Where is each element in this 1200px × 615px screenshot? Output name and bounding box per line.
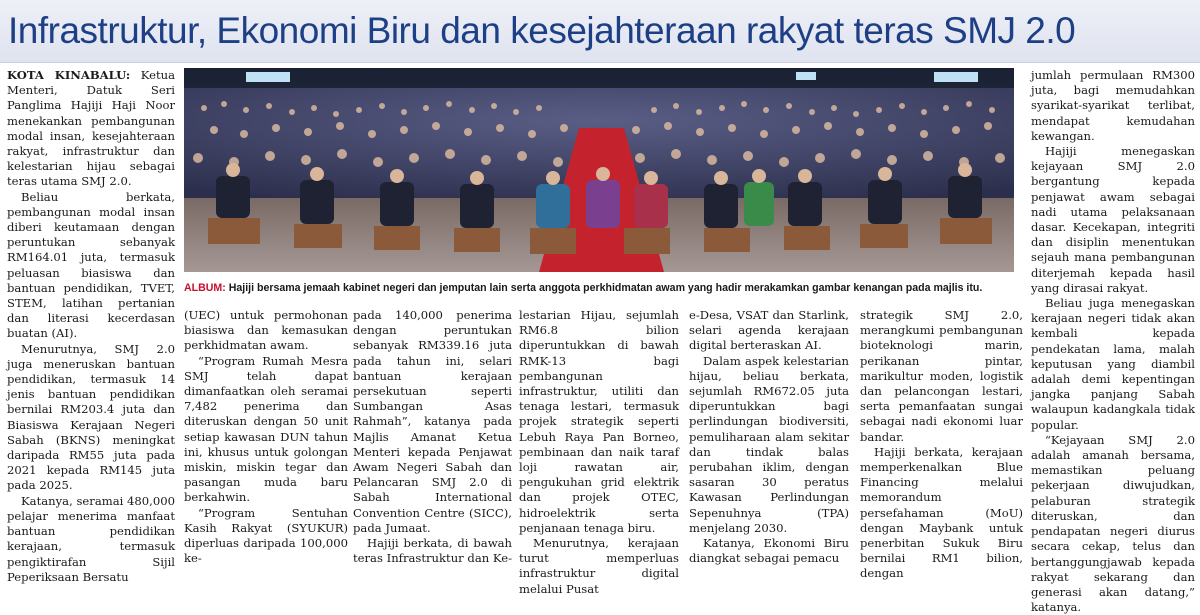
paragraph: e-Desa, VSAT dan Starlink, selari agenda kerajaan digital berteraskan AI.: [689, 308, 849, 353]
paragraph: jumlah permulaan RM300 juta, bagi memudahkan syarikat-syarikat terlibat, mendapat kemudahan kewangan.: [1031, 68, 1195, 143]
paragraph: Menurutnya, SMJ 2.0 juga meneruskan bantuan pendidikan, termasuk 14 jenis bantuan pendidikan bernilai RM203.4 juta dan Biasiswa Kerajaan Negeri Sabah (BKNS) meningkat daripada RM55 juta pada 2021 kepada RM145 juta pada 2025.: [7, 341, 175, 493]
dateline: KOTA KINABALU:: [7, 68, 131, 82]
caption-tag: ALBUM:: [184, 282, 226, 294]
article-column-2: [184, 308, 348, 566]
paragraph: Hajiji menegaskan kejayaan SMJ 2.0 bergantung kepada penjawat awam sebagai nadi utama pelaksanaan dasar. Kecekapan, integriti dan disiplin menentukan sejauh mana pembangunan diterjemah kepada hasil yang dirasai rakyat.: [1031, 144, 1195, 295]
paragraph: Dalam aspek kelestarian hijau, beliau berkata, sejumlah RM672.05 juta diperuntukkan bagi perlindungan biodiversiti, pemuliharaan alam sekitar dan tindak balas perubahan iklim, dengan sasaran 30 peratus Kawasan Perlindungan Sepenuhnya (TPA) menjelang 2030.: [689, 353, 849, 535]
paragraph: Beliau juga menegaskan kerajaan negeri tidak akan kembali kepada pendekatan lama, malah keputusan yang diambil adalah demi kepentingan jangka panjang Sabah walaupun kadangkala tidak popular.: [1031, 296, 1195, 432]
article-column-3: [353, 308, 513, 566]
paragraph: “Kejayaan SMJ 2.0 adalah amanah bersama, memastikan peluang pekerjaan diwujudkan, pelaburan strategik diteruskan, dan pendapatan negeri diurus secara cekap, telus dan bertanggungjawab kepada rakyat sekarang dan generasi akan datang,” katanya.: [1031, 432, 1195, 615]
article-column-1: [7, 68, 175, 584]
paragraph: Katanya, seramai 480,000 pelajar menerima manfaat bantuan pendidikan kerajaan, termasuk pengiktirafan Sijil Peperiksaan Bersatu: [7, 493, 175, 584]
headline-banner: [0, 0, 1200, 63]
article-column-5: [689, 308, 849, 566]
paragraph: lestarian Hijau, sejumlah RM6.8 bilion diperuntukkan di bawah RMK-13 bagi pembangunan infrastruktur, utiliti dan tenaga lestari, termasuk projek strategik seperti Lebuh Raya Pan Borneo, pembinaan dan naik taraf loji rawatan air, pengukuhan grid elektrik dan projek OTEC, hidroelektrik serta penjanaan tenaga biru.: [519, 308, 679, 535]
paragraph: Beliau berkata, pembangunan modal insan diberi keutamaan dengan peruntukan sebanyak RM164.01 juta, termasuk peluasan biasiswa dan bantuan pendidikan, TVET, STEM, latihan pertanian dan literasi kecerdasan buatan (AI).: [7, 189, 175, 341]
paragraph: pada 140,000 penerima dengan peruntukan sebanyak RM339.16 juta pada tahun ini, selari bantuan kerajaan persekutuan seperti Sumbangan Asas Rahmah”, katanya pada Majlis Amanat Ketua Menteri kepada Penjawat Awam Negeri Sabah dan Pelancaran SMJ 2.0 di Sabah International Convention Centre (SICC), pada Jumaat.: [353, 308, 512, 535]
headline: Infrastruktur, Ekonomi Biru dan kesejahteraan rakyat teras SMJ 2.0: [8, 10, 1076, 51]
group-photo-graphic: [184, 68, 1014, 272]
paragraph: (UEC) untuk permohonan biasiswa dan kemasukan perkhidmatan awam.: [184, 308, 348, 353]
paragraph: Katanya, Ekonomi Biru diangkat sebagai pemacu: [689, 536, 849, 566]
paragraph: “Program Sentuhan Kasih Rakyat (SYUKUR) diperluas daripada 100,000 ke-: [184, 505, 348, 566]
paragraph: Hajiji berkata, kerajaan memperkenalkan Blue Financing melalui memorandum persefahaman (MoU) dengan Maybank untuk penerbitan Sukuk Biru bernilai RM1 bilion, dengan: [860, 444, 1023, 581]
article-column-7: [1031, 68, 1195, 615]
photo-caption: ALBUM: Hajiji bersama jemaah kabinet negeri dan jemputan lain serta anggota perkhidmatan awam yang hadir merakamkan gambar kenangan pada majlis itu.: [184, 282, 983, 294]
article-column-6: [860, 308, 1023, 581]
paragraph: Menurutnya, kerajaan turut memperluas infrastruktur digital melalui Pusat: [519, 536, 679, 596]
paragraph: KOTA KINABALU: Ketua Menteri, Datuk Seri Panglima Hajiji Haji Noor menekankan pembangunan modal insan, kesejahteraan rakyat, infrastruktur dan kelestarian hijau sebagai teras utama SMJ 2.0.: [7, 68, 175, 189]
paragraph: strategik SMJ 2.0, merangkumi pembangunan bioteknologi marin, perikanan pintar, marikultur moden, logistik dan pelancongan lestari, serta pemanfaatan sungai sebagai nadi ekonomi luar bandar.: [860, 308, 1023, 444]
event-photo: [184, 68, 1014, 272]
paragraph: Hajiji berkata, di bawah teras Infrastruktur dan Ke-: [353, 536, 513, 566]
article-column-4: [519, 308, 679, 596]
paragraph: “Program Rumah Mesra SMJ telah dapat dimanfaatkan oleh seramai 7,482 penerima dan diteruskan dengan 50 unit setiap kawasan DUN tahun ini, khusus untuk golongan miskin, miskin tegar dan pasangan muda baru berkahwin.: [184, 353, 348, 505]
